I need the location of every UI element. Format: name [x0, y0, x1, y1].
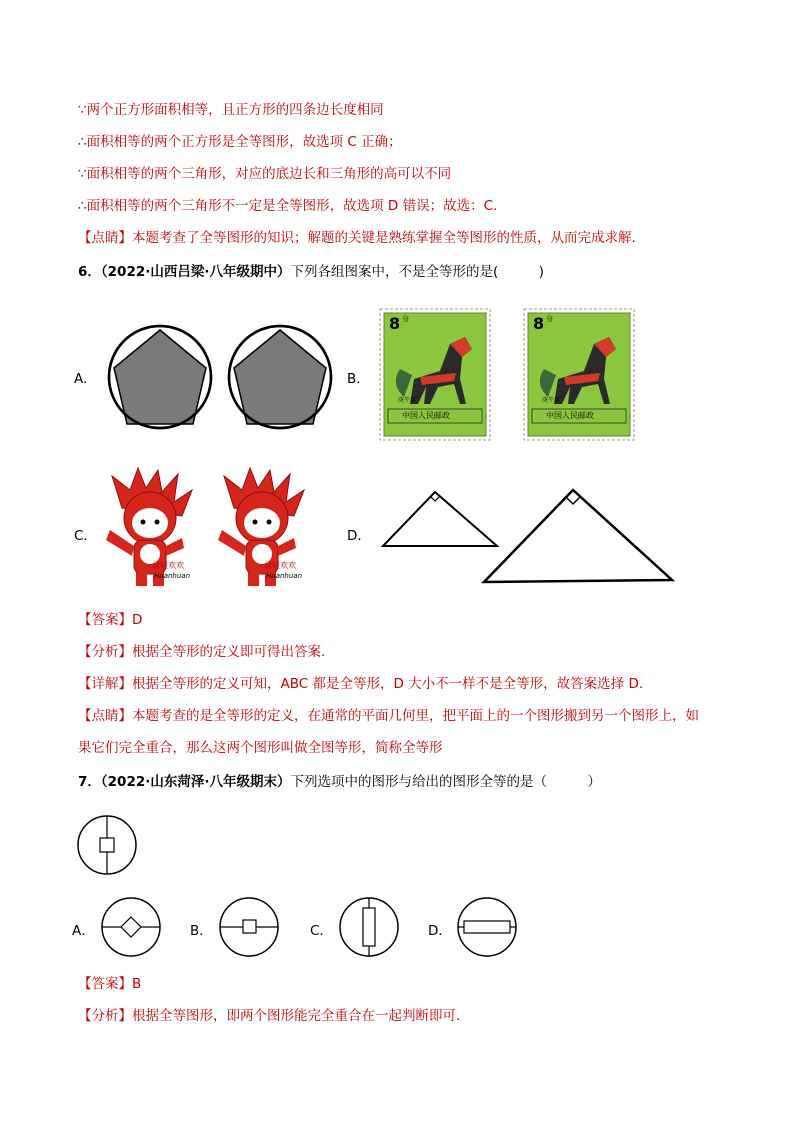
q6-dianjing-line-1: [78, 706, 699, 726]
analysis-text: 根据全等形的定义即可得出答案.: [132, 644, 326, 660]
stamp-1-year: 庚午年: [398, 397, 417, 404]
q5-line-4: ∴面积相等的两个三角形不一定是全等图形，故选项 D 错误；故选：C．: [78, 198, 507, 214]
detail-tag: 【详解】: [78, 676, 132, 692]
detail-text: 根据全等形的定义可知，ABC 都是全等形，D 大小不一样不是全等形，故答案选择 D.: [132, 676, 644, 692]
q7-stem-text: 下列选项中的图形与给出的图形全等的是（ ）: [290, 774, 601, 790]
q7-option-b-figure: [218, 896, 282, 960]
answer-tag: 【答案】: [78, 976, 132, 992]
analysis-tag: 【分析】: [78, 1008, 132, 1024]
analysis-tag: 【分析】: [78, 644, 132, 660]
mascot-2-name: 福娃欢欢: [264, 561, 296, 570]
q6-answer: [78, 610, 142, 630]
q7-source: （2022·山东菏泽·八年级期末）: [100, 774, 291, 790]
analysis-text: 根据全等图形，即两个图形能完全重合在一起判断即可．: [132, 1008, 470, 1024]
q6-option-d-label: D．: [347, 528, 371, 544]
stamp-2-unit: 分: [546, 315, 553, 323]
answer-tag: 【答案】: [78, 612, 132, 628]
q5-line-3: ∵面积相等的两个三角形，对应的底边长和三角形的高可以不同: [78, 166, 452, 182]
q7-option-d-label: D．: [428, 923, 452, 939]
q6-option-c-label: C．: [74, 528, 97, 544]
answer-value: B: [132, 976, 142, 992]
stamp-1-value: 8: [389, 314, 401, 333]
q7-option-c-label: C．: [310, 923, 333, 939]
mascot-1-pinyin: Huanhuan: [154, 572, 191, 580]
q6-number: 6．: [78, 264, 101, 280]
q7-answer: [78, 974, 141, 994]
mascot-2-pinyin: Huanhuan: [266, 572, 303, 580]
q7-analysis: [78, 1006, 470, 1026]
answer-value: D: [132, 612, 143, 628]
q7-given-figure: [76, 814, 140, 878]
q7-option-c-figure: [338, 896, 402, 960]
q7-option-a-label: A．: [72, 923, 95, 939]
dianjing-tag: 【点睛】: [78, 230, 132, 246]
dianjing-tag: 【点睛】: [78, 708, 132, 724]
q7-option-b-label: B．: [190, 923, 213, 939]
q6-analysis: [78, 642, 325, 662]
stamp-2-country: 中国人民邮政: [546, 411, 594, 420]
stamp-2-value: 8: [533, 314, 545, 333]
q7-option-a-figure: [100, 896, 164, 960]
q5-line-2: ∴面积相等的两个正方形是全等图形，故选项 C 正确；: [78, 134, 402, 150]
stamp-1-country: 中国人民邮政: [402, 411, 450, 420]
q5-dianjing: [78, 228, 645, 248]
q6-source: （2022·山西吕梁·八年级期中）: [100, 264, 291, 280]
mascot-1-name: 福娃欢欢: [152, 561, 184, 570]
dianjing-text: 本题考查了全等图形的知识；解题的关键是熟练掌握全等图形的性质，从而完成求解．: [132, 230, 645, 246]
q6-option-b-label: B．: [347, 371, 370, 387]
stamp-1-unit: 分: [402, 315, 409, 323]
q6-detail: [78, 674, 643, 694]
stamp-2-year: 庚午年: [542, 397, 561, 404]
q7-number: 7．: [78, 774, 101, 790]
q6-option-b-stamps: [380, 309, 640, 441]
q7-option-d-figure: [456, 896, 520, 960]
q7-stem: [78, 772, 601, 792]
q6-option-d-triangles: [380, 488, 680, 588]
q5-line-1: ∵两个正方形面积相等，且正方形的四条边长度相同: [78, 102, 384, 118]
q6-dianjing-line-2: 果它们完全重合，那么这两个图形叫做全图等形，简称全等形: [78, 740, 443, 756]
q6-stem-text: 下列各组图案中，不是全等形的是( ): [290, 264, 545, 280]
q6-stem: [78, 262, 544, 282]
q6-option-a-figure: [105, 323, 335, 433]
dianjing-text: 本题考查的是全等形的定义，在通常的平面几何里，把平面上的一个图形搬到另一个图形上，如: [132, 708, 699, 724]
q6-option-a-label: A．: [74, 371, 97, 387]
q6-option-c-mascots: [100, 468, 340, 593]
